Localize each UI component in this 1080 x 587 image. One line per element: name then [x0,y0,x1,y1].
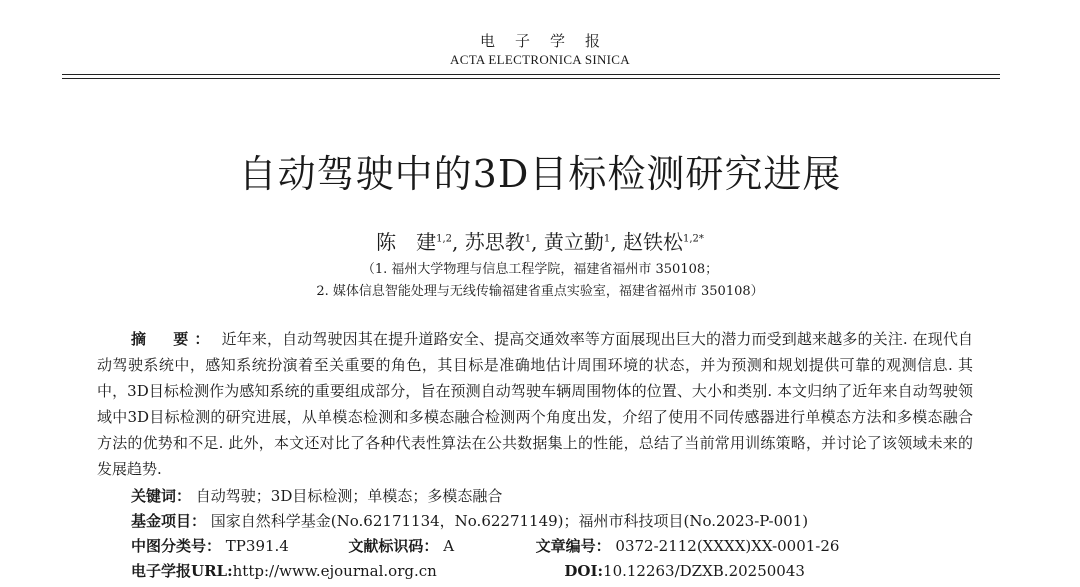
doi-link[interactable]: 10.12263/DZXB.20250043 [603,562,805,580]
abstract-label: 摘 要： [131,330,216,348]
author-affiliation-mark: 1,2* [682,233,704,245]
paper-title: 自动驾驶中的3D目标检测研究进展 [238,152,842,196]
funding-label: 基金项目： [131,512,207,530]
journal-name-cn: 电子学报 [479,32,620,50]
header-rule-bottom [62,78,1000,79]
journal-name-en: ACTA ELECTRONICA SINICA [450,52,630,67]
funding-text: 国家自然科学基金(No.62171134，No.62271149)；福州市科技项目(No.2023-P-001) [210,512,809,530]
affiliation-2: 2. 媒体信息智能处理与无线传输福建省重点实验室，福建省福州市 350108） [316,284,764,299]
journal-url-label: 电子学报URL: [131,562,233,580]
doc-code-value: A [443,537,455,555]
clc-value: TP391.4 [225,537,289,555]
header-rule-top [62,74,1000,75]
keywords-row [131,484,502,508]
keywords-label: 关键词： [131,487,192,505]
author-name: 陈 建 [376,230,437,254]
funding-row [131,509,808,533]
clc-label: 中图分类号： [131,537,222,555]
author-name: 赵铁松 [622,230,683,254]
links-row [131,559,805,583]
author-name: 苏思教 [464,230,525,254]
article-number-value: 0372-2112(XXXX)XX-0001-26 [615,537,840,555]
author-affiliation-mark: 1,2 [436,233,453,245]
article-number-label: 文章编号： [535,537,611,555]
doi-label: DOI: [564,562,604,580]
author-affiliation-mark: 1 [524,233,532,245]
affiliation-1: （1. 福州大学物理与信息工程学院，福建省福州市 350108； [361,262,719,277]
abstract [97,326,973,482]
classification-row [131,534,839,558]
journal-url-link[interactable]: http://www.ejournal.org.cn [232,562,437,580]
doc-code-label: 文献标识码： [348,537,439,555]
author-affiliation-mark: 1 [603,233,611,245]
author-list: 陈 建$^{1,2}$, 苏思教$^1$, 黄立勤$^1$, 赵铁松$^{1,2*}$ [376,230,704,254]
keywords-text: 自动驾驶；3D目标检测；单模态；多模态融合 [195,487,503,505]
abstract-text: 近年来，自动驾驶因其在提升道路安全、提高交通效率等方面展现出巨大的潜力而受到越来越多的关注. 在现代自动驾驶系统中，感知系统扮演着至关重要的角色，其目标是准确地估计周围环境的状态，并为预测和规划提供可靠的观测信息. 其中，3D目标检测作为感知系统的重要组成部分，旨在预测自动驾驶车辆周围物体的位置、大小和类别. 本文归纳了近年来自动驾驶领域中3D目标检测的研究进展，从单模态检测和多模态融合检测两个角度出发，介绍了使用不同传感器进行单模态方法和多模态融合方法的优势和不足. 此外，本文还对比了各种代表性算法在公共数据集上的性能，总结了当前常用训练策略，并讨论了该领域未来的发展趋势. [97,330,973,478]
author-name: 黄立勤 [543,230,604,254]
